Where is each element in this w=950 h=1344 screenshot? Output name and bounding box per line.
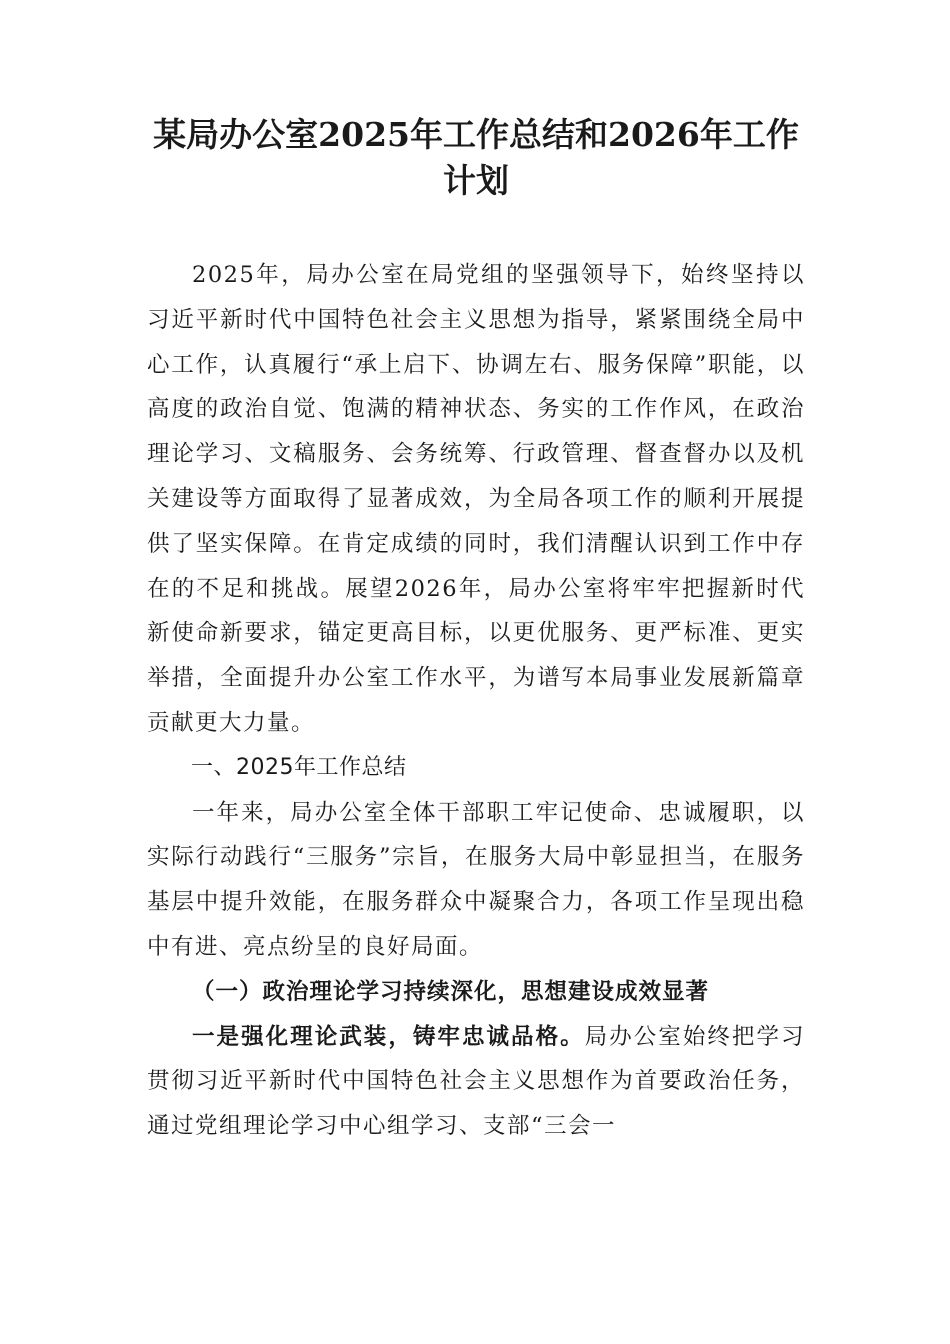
point-lead: 一是强化理论武装，铸牢忠诚品格。: [192, 1023, 585, 1050]
document-page: [147, 112, 805, 1149]
document-title: 某局办公室2025年工作总结和2026年工作计划: [153, 115, 799, 200]
point-text: 局办公室始终把学习贯彻习近平新时代中国特色社会主义思想作为首要政治任务，通过党组理论学习中心组学习、支部“三会一: [147, 1023, 805, 1140]
point-paragraph: [147, 1015, 805, 1149]
intro-paragraph: 2025年，局办公室在局党组的坚强领导下，始终坚持以习近平新时代中国特色社会主义思想为指导，紧紧围绕全局中心工作，认真履行“承上启下、协调左右、服务保障”职能，以高度的政治自觉、饱满的精神状态、务实的工作作风，在政治理论学习、文稿服务、会务统筹、行政管理、督查督办以及机关建设等方面取得了显著成效，为全局各项工作的顺利开展提供了坚实保障。在肯定成绩的同时，我们清醒认识到工作中存在的不足和挑战。展望2026年，局办公室将牢牢把握新时代新使命新要求，锚定更高目标，以更优服务、更严标准、更实举措，全面提升办公室工作水平，为谱写本局事业发展新篇章贡献更大力量。: [147, 262, 805, 736]
document-body: [147, 253, 805, 1149]
section-heading: 一、2025年工作总结: [191, 754, 407, 780]
subsection-heading: （一）政治理论学习持续深化，思想建设成效显著: [192, 978, 710, 1005]
section-intro-paragraph: 一年来，局办公室全体干部职工牢记使命、忠诚履职，以实际行动践行“三服务”宗旨，在服务大局中彰显担当，在服务基层中提升效能，在服务群众中凝聚合力，各项工作呈现出稳中有进、亮点纷呈的良好局面。: [147, 799, 805, 960]
